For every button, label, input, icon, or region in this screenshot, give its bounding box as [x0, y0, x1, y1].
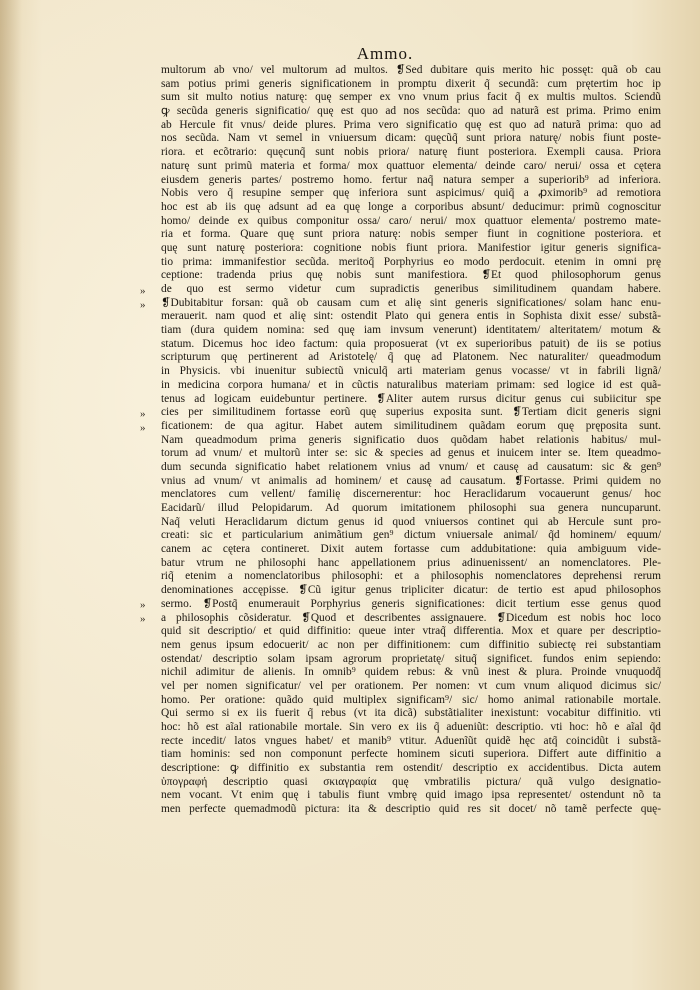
running-header	[0, 44, 700, 64]
text-line: nos secũda. Nam vt semel in vniuersum dicam: quęcũq̃ sunt priora naturę/ nobis fiunt poste-	[161, 132, 661, 145]
text-line: sermo. ❡Postq̃ enumerauit Porphyrius generis significationes: dicit tertium esse genus quod	[161, 597, 661, 610]
text-line: hoc: hõ est aĩal rationabile mortale. Sin vero ex iis q̃ adueniũt: descriptio. vti hoc: hõ e aĩal q̃d	[161, 721, 661, 733]
text-line: cies per similitudinem fortasse eorũ quę superius exposita sunt. ❡Tertiam dicit generis signi	[161, 406, 661, 419]
text-line: descriptione: ꝙ diffinitio ex substantia rem ostendit/ descriptio ex accidentibus. Dicta autem	[161, 762, 661, 775]
text-line: batur vtrum ne philosophi hanc appellationem prius adinuenissent/ an nomenclatores. Ple-	[161, 556, 661, 569]
text-line: in medicina corpora humana/ et in cũctis naturalibus materiam primam: sed logice id est quã-	[161, 378, 661, 391]
text-line: quid sit descriptio/ et quid diffinitio: queue inter vtraq̃ differentia. Mox et quare per descriptio-	[161, 625, 661, 638]
header-title: Ammo.	[356, 44, 414, 63]
text-line: naturę sunt primũ materia et forma/ mox quattuor elementa/ deinde caro/ nerui/ ossa et cętera	[161, 159, 661, 172]
text-line: recte incedit/ latos vngues habet/ et manib⁹ vtitur. Aduenĩũt quidẽ hęc atq̃ coincidũt i substã-	[161, 734, 661, 747]
text-line: hoc est ab iis quę adsunt ad ea quę longe a corporibus absunt/ deducimur: primũ cognoscitur	[161, 200, 661, 213]
text-line: scripturum quę pertinerent ad Aristotelę/ q̃ quę ad Platonem. Nec naturaliter/ queadmodum	[161, 351, 661, 364]
text-line: quę sunt naturę posteriora: cognitione nobis fiunt priora. Manifestior igitur generis significa-	[161, 241, 661, 254]
text-line: homo. Per oratione: quãdo quid multiplex significam⁹/ sic/ homo animal rationabile mortale.	[161, 693, 661, 706]
text-line: vel per nomen significatur/ vel per orationem. Per nomen: vt cum vnum aliquod dicimus sic/	[161, 679, 661, 692]
text-line: in Physicis. vbi inuenitur subiectũ vniculq̃ arti materiam genus vocasse/ vt in fabrili lignã/	[161, 365, 661, 378]
margin-mark: »	[140, 299, 146, 311]
text-line: dum secunda significatio habet relationem vnius ad vnum/ et causę ad causatum: sic & gen⁹	[161, 460, 661, 473]
text-line: eiusdem generis partes/ postremo homo. fertur naq̃ natura semper a superiorib⁹ ad inferiora.	[161, 173, 661, 186]
margin-mark: »	[140, 408, 146, 420]
text-line: ficationem: de qua agitur. Habet autem similitudinem quãdam eorum quę pręposita sunt.	[161, 419, 661, 432]
text-line: torum ad vnum/ et multorũ inter se: sic & species ad genus et inuicem inter se. Item queadmo-	[161, 447, 661, 460]
text-line: vnius ad vnum/ vt animalis ad hominem/ et causę ad causatum. ❡Fortasse. Primi quidem no	[161, 474, 661, 487]
text-line: tenus ad logicam euidebuntur pertinere. ❡Aliter autem rursus dicitur genus cui subiicitur spe	[161, 392, 661, 405]
text-line: ostendat/ descriptio solam ipsam agrorum proprietatę/ situq̃ significet. fundos enim sepiendo:	[161, 652, 661, 665]
text-line: merauerit. nam quod et alię sint: ostendit Plato qui genera entis in Sophista dixit esse/ substã-	[161, 310, 661, 323]
text-line: men perfecte quemadmodũ pictura: ita & descriptio quid res sit docet/ nõ tamẽ perfecte quę-	[161, 803, 661, 816]
text-line: Naq̃ veluti Heraclidarum dictum genus id quod vniuersos continet qui ab Hercule sunt pro-	[161, 515, 661, 528]
text-line: tio prima: immanifestior secũda. meritoq̃ Porphyrius eo modo perdocuit. etenim in omni prę	[161, 255, 661, 268]
text-line: riora. et ecõtrario: quęcunq̃ sunt nobis priora/ naturę fiunt posteriora. Exempli causa. Priora	[161, 146, 661, 159]
text-line: nem vocant. Vt enim quę i tabulis fiunt vmbrę quid imago ipsa representet/ ostendunt nõ ta	[161, 789, 661, 802]
margin-mark: »	[140, 599, 146, 611]
text-line: denominationes accępisse. ❡Cũ igitur genus tripliciter dicatur: de tertio est apud philosophos	[161, 584, 661, 597]
text-line: nem genus ipsum edocuerit/ ac non per diffinitionem: cum diffinitio subiectę rei substantiam	[161, 638, 661, 651]
text-line: homo/ deinde ex quibus componitur ossa/ caro/ nerui/ mox quattuor elementa/ postremo mate-	[161, 214, 661, 227]
text-line: Qui sermo si ex iis fuerit q̃ rebus (vt ita dicã) substãtialiter inexistunt: vocabitur diffinitio. vti	[161, 707, 661, 720]
body-text	[161, 64, 661, 817]
margin-mark: »	[140, 613, 146, 625]
text-line: ꝙ secũda generis significatio/ quę est quo ad nos secũda: quo ad naturã est prima. Primo enim	[161, 105, 661, 118]
text-line: menclatores cum vellent/ familię discernerentur: hoc Heraclidarum vocauerunt genus/ hoc	[161, 488, 661, 501]
text-line: ria et forma. Quare quę sunt priora naturę: nobis semper fiunt in cognitione posteriora. et	[161, 228, 661, 241]
text-line: multorum ab vno/ vel multorum ad multos. ❡Sed dubitare quis merito hic possęt: quã ob cau	[161, 64, 661, 76]
text-line: ab Hercule fit vnus/ deide plures. Prima vero significatio quę est quo ad naturã prima: quo ad	[161, 118, 661, 131]
margin-mark: »	[140, 285, 146, 297]
text-line: ceptione: tradenda prius quę nobis sunt manifestiora. ❡Et quod philosophorum genus	[161, 269, 661, 282]
text-line: creati: sic et particularium animãtium gen⁹ dictum vniuersale animal/ q̃d hominem/ equum/	[161, 529, 661, 542]
text-line: de quo est sermo videtur cum supradictis generibus similitudinem quandam habere.	[161, 283, 661, 295]
text-line: canem ac cętera contineret. Dixit autem fortasse cum addubitatione: quia ambiguum vide-	[161, 543, 661, 556]
text-line: tiam (dura quidem nomina: sed quę iam invsum venerunt) identitatem/ alteritatem/ motum &	[161, 324, 661, 337]
text-line: ❡Dubitabitur forsan: quã ob causam cum et alię sint generis significationes/ solam hanc enu-	[161, 296, 661, 309]
text-line: sam potius primi generis significationem in promptu dixerit q̃ secundã: cum prętertim hoc ip	[161, 77, 661, 90]
text-line: Nobis vero q̃ resupine semper quę inferiora sunt aspicimus/ quiq̃ a ꝓximorib⁹ ad remotiora	[161, 187, 661, 200]
text-line: Nam queadmodum prima generis significatio duos quõdam habet relationis habitus/ mul-	[161, 433, 661, 446]
page-gutter-shadow	[0, 0, 22, 990]
text-line: a philosophis cõsideratur. ❡Quod et describentes assignauere. ❡Dicedum est nobis hoc loco	[161, 611, 661, 624]
text-line: ὑπογραφή descriptio quasi σκιαγραφία quę vmbratilis pictura/ quã vulgo designatio-	[161, 775, 661, 788]
text-line: tiam hominis: sed non componunt perfecte hominem sicuti superiora. Differt aute diffinitio a	[161, 748, 661, 761]
text-line: statum. Dicemus hoc ideo factum: quia proposuerat (vt ex superioribus patuit) de iis se potius	[161, 337, 661, 350]
margin-mark: »	[140, 422, 146, 434]
text-line: Eacidarũ/ illud Pelopidarum. Ad quorum imitationem philosophi sua genera nuncuparunt.	[161, 502, 661, 514]
text-line: nichil adimitur de alienis. In omnib⁹ quidem rebus: & vnũ inest & plura. Proinde vnuquodq̃	[161, 666, 661, 679]
text-line: riq̃ etenim a nomenclatoribus philosophi: et a philosophis nomenclatores deprehensi rerum	[161, 570, 661, 583]
text-line: sum sit multo notius naturę: quę semper ex vno vnum prius facit q̃ ex multis multos. Sciendũ	[161, 91, 661, 104]
